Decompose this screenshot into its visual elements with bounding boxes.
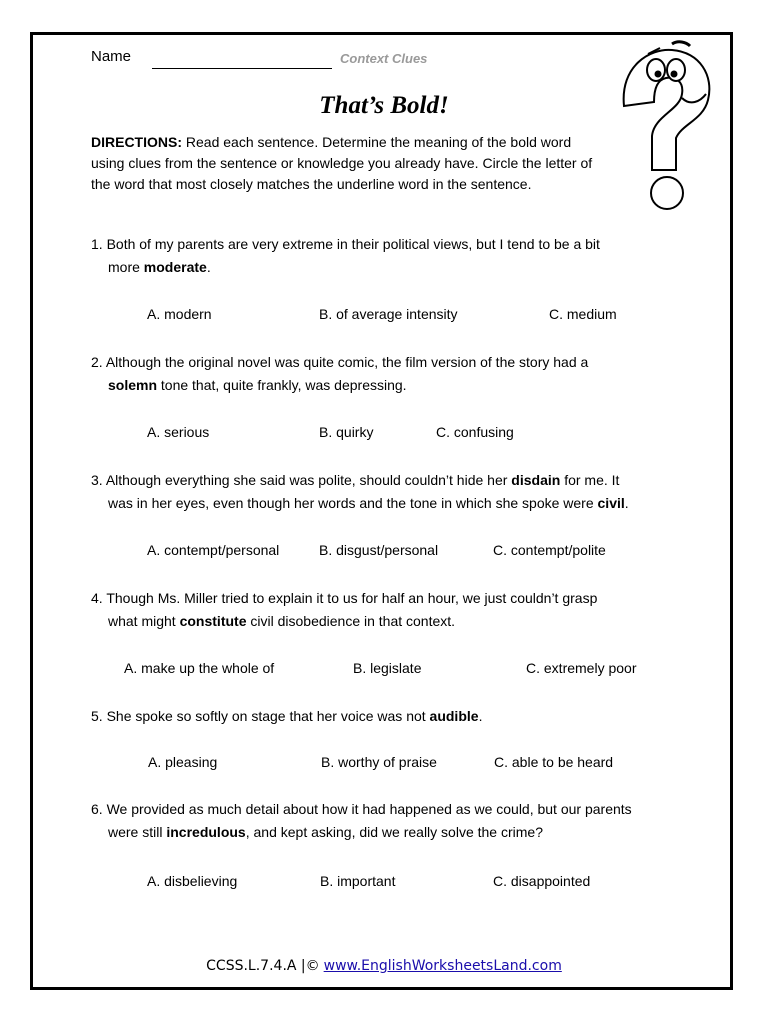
q6-option-c[interactable]: C. disappointed — [493, 873, 591, 889]
question-4-text: Though Ms. Miller tried to explain it to us for half an hour, we just couldn’t grasp — [106, 590, 598, 606]
q5-option-c[interactable]: C. able to be heard — [494, 754, 614, 770]
q2-option-a[interactable]: A. serious — [147, 424, 210, 440]
website-link[interactable]: www.EnglishWorksheetsLand.com — [323, 958, 562, 974]
question-6-text: We provided as much detail about how it had happened as we could, but our parents — [106, 801, 632, 817]
vocab-word-moderate: moderate — [143, 259, 207, 275]
vocab-word-disdain: disdain — [511, 472, 561, 488]
q4-option-a[interactable]: A. make up the whole of — [124, 660, 275, 676]
vocab-word-civil: civil — [597, 495, 625, 511]
worksheet-title: That’s Bold! — [319, 92, 449, 119]
name-label: Name — [91, 48, 132, 65]
question-6: 6. We provided as much detail about how it had happened as we could, but our parents were still incredulous, and kept asking, did we really solve the crime? — [91, 801, 632, 840]
question-2-text: Although the original novel was quite comic, the film version of the story had a — [105, 354, 589, 370]
question-1-text: Both of my parents are very extreme in their political views, but I tend to be a bit — [106, 236, 600, 252]
q5-option-b[interactable]: B. worthy of praise — [321, 754, 437, 770]
vocab-word-constitute: constitute — [179, 613, 247, 629]
question-4: 4. Though Ms. Miller tried to explain it to us for half an hour, we just couldn’t grasp what might constitute civil disobedience in that context. — [91, 590, 598, 629]
q2-option-b[interactable]: B. quirky — [319, 424, 374, 440]
q2-option-c[interactable]: C. confusing — [436, 424, 514, 440]
q1-option-a[interactable]: A. modern — [147, 306, 212, 322]
q6-option-a[interactable]: A. disbelieving — [147, 873, 238, 889]
question-mark-character-icon — [610, 36, 720, 211]
footer — [0, 958, 768, 974]
question-3: 3. Although everything she said was polite, should couldn’t hide her disdain for me. It was in her eyes, even though her words and the tone in which she spoke were civil. — [91, 472, 629, 511]
q1-option-c[interactable]: C. medium — [549, 306, 617, 322]
q1-option-b[interactable]: B. of average intensity — [319, 306, 458, 322]
vocab-word-incredulous: incredulous — [166, 824, 246, 840]
q3-option-a[interactable]: A. contempt/personal — [147, 542, 280, 558]
vocab-word-solemn: solemn — [108, 377, 158, 393]
vocab-word-audible: audible — [429, 708, 479, 724]
directions — [91, 132, 601, 195]
q3-option-c[interactable]: C. contempt/polite — [493, 542, 606, 558]
question-5: 5. She spoke so softly on stage that her voice was not audible. — [91, 708, 483, 724]
q3-option-b[interactable]: B. disgust/personal — [319, 542, 439, 558]
question-1: 1. Both of my parents are very extreme in their political views, but I tend to be a bit more moderate. — [91, 236, 600, 275]
q5-option-a[interactable]: A. pleasing — [148, 754, 218, 770]
q6-option-b[interactable]: B. important — [320, 873, 396, 889]
worksheet-subject: Context Clues — [340, 51, 428, 66]
standard-code: CCSS.L.7.4.A |© — [206, 958, 320, 974]
directions-label: DIRECTIONS: — [91, 134, 182, 150]
question-2: 2. Although the original novel was quite comic, the film version of the story had a solemn tone that, quite frankly, was depressing. — [91, 354, 589, 393]
name-field-line — [152, 68, 332, 69]
directions-text: Read each sentence. Determine the meaning of the bold word using clues from the sentence or knowledge you already have. Circle the letter of the word that most closely matches the underline word in the sentence. — [91, 134, 593, 192]
q4-option-b[interactable]: B. legislate — [353, 660, 422, 676]
q4-option-c[interactable]: C. extremely poor — [526, 660, 637, 676]
